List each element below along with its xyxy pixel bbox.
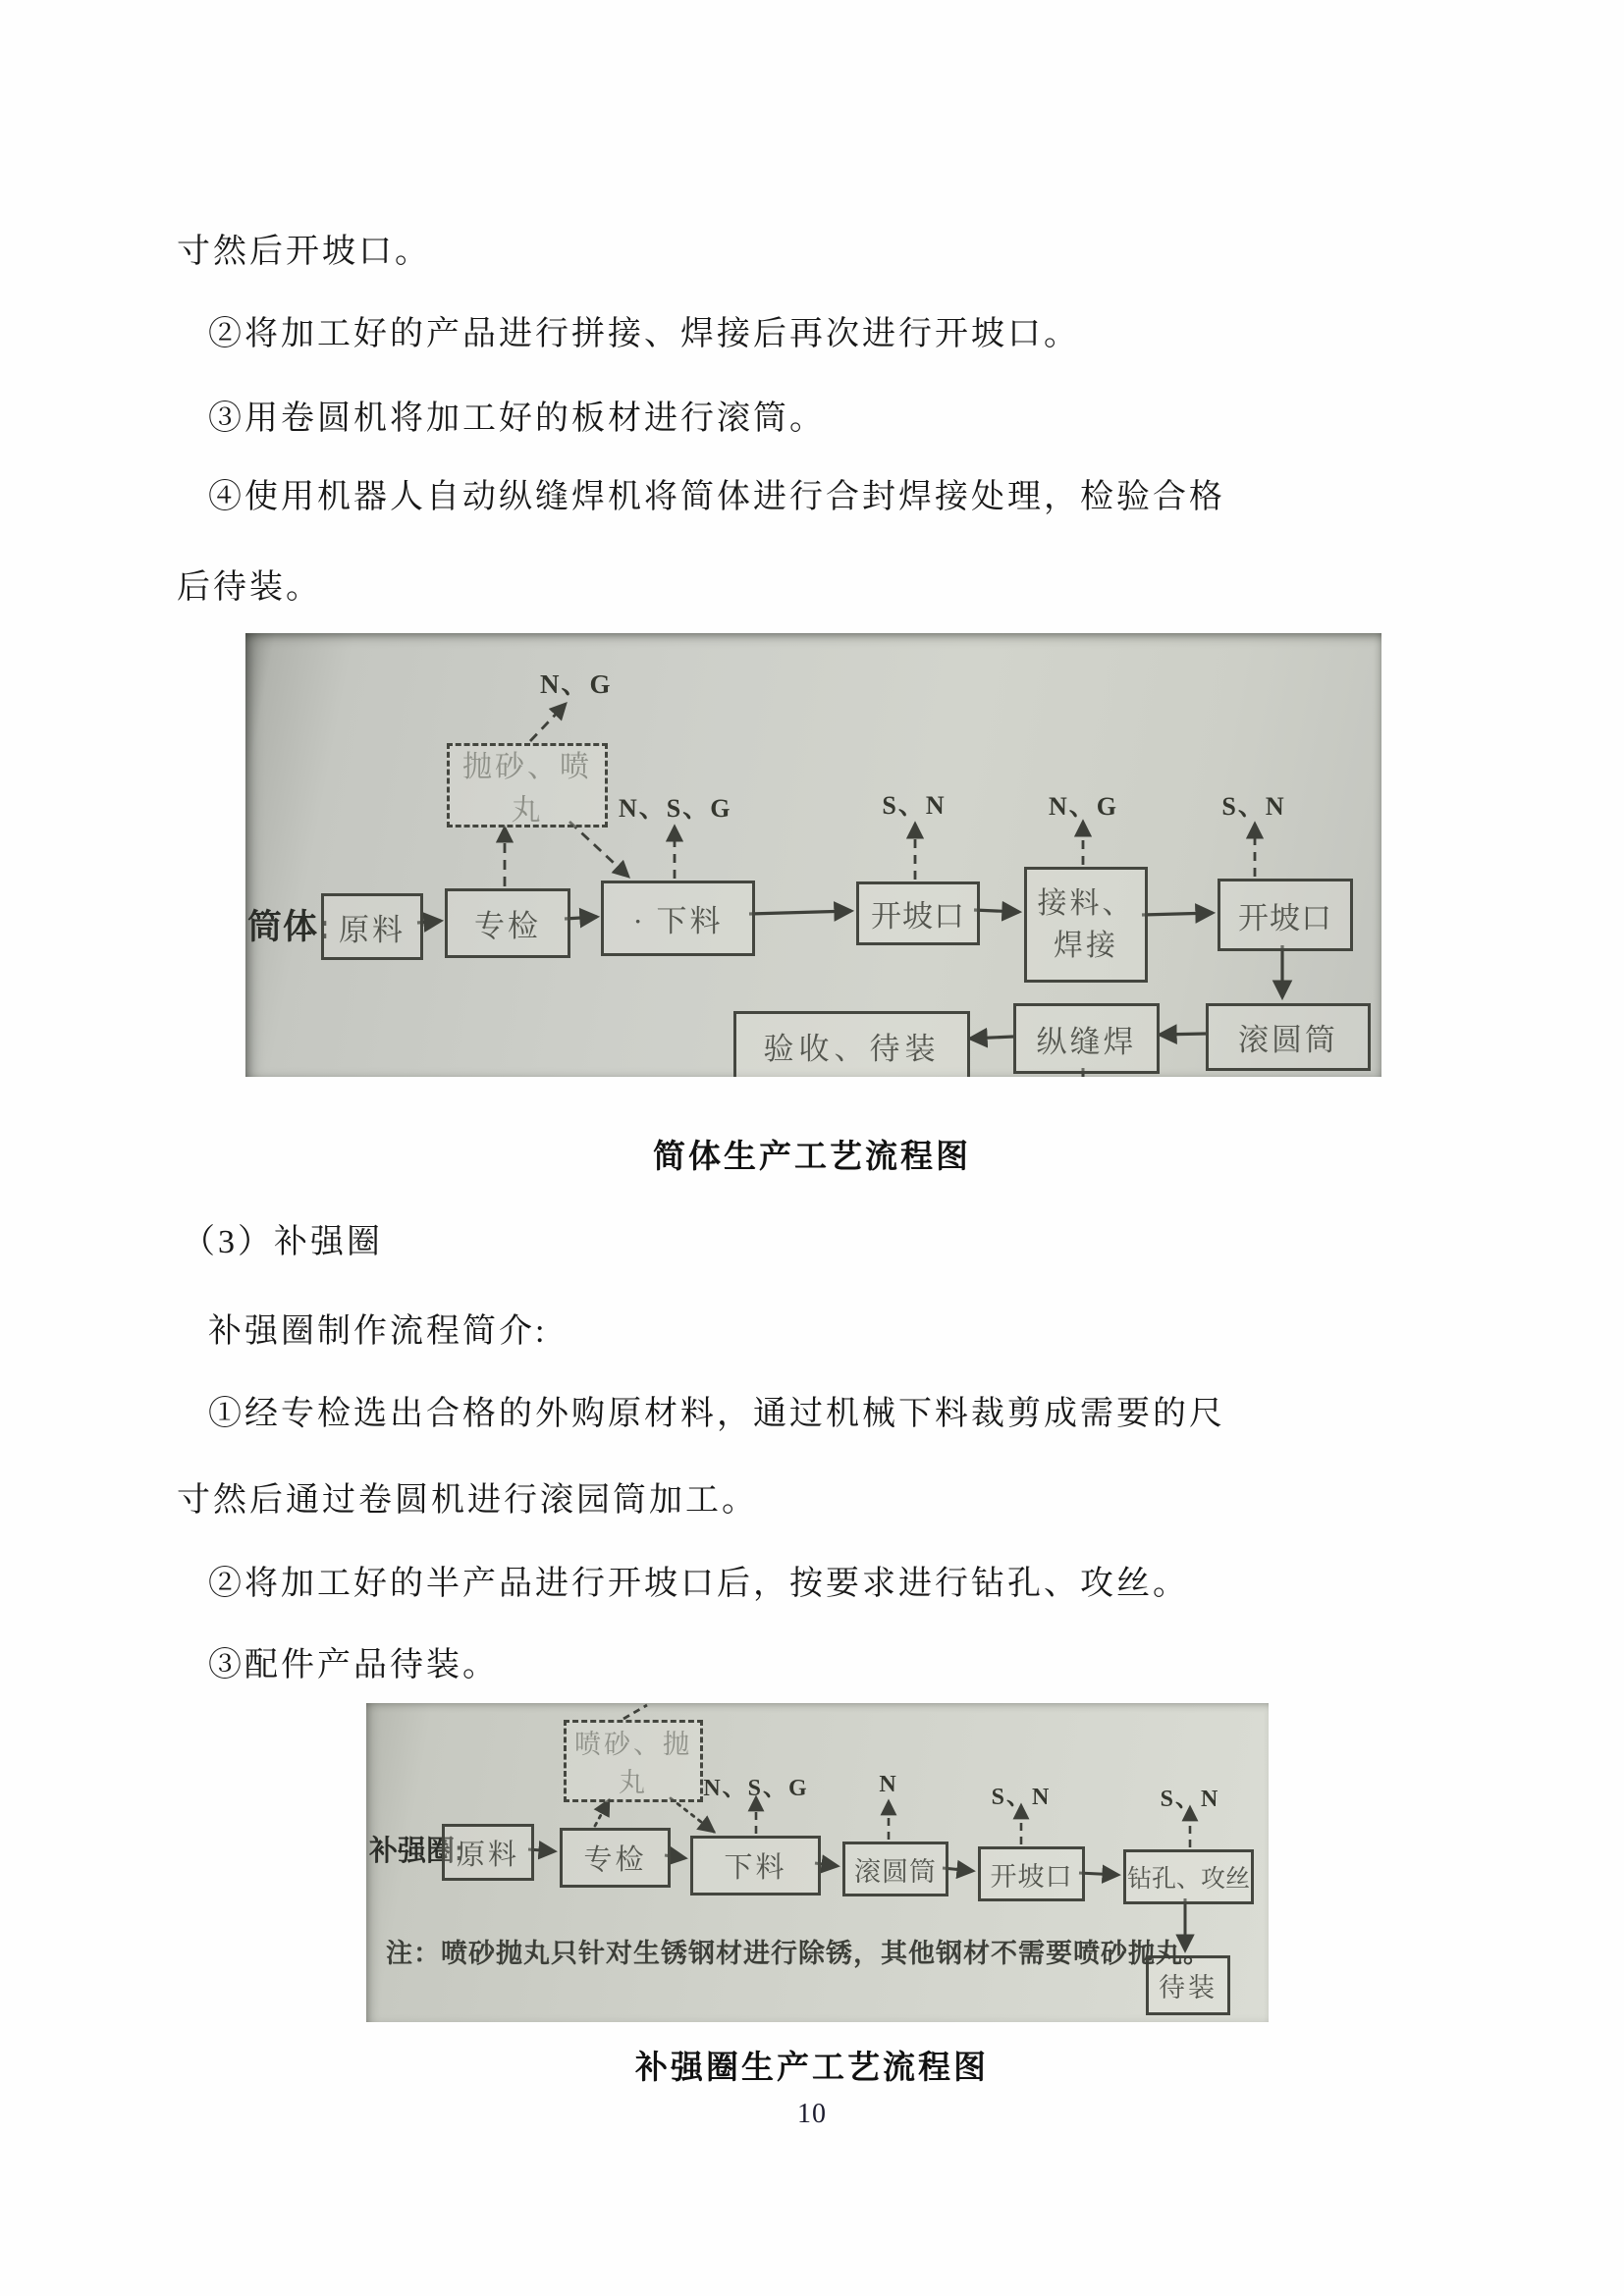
flow2-box-cutting: 下料 bbox=[690, 1836, 821, 1896]
flowchart-photo-ring bbox=[366, 1703, 1269, 2022]
paragraph-line: 寸然后开坡口。 bbox=[177, 234, 431, 270]
flow1-box-rolling: 滚圆筒 bbox=[1206, 1003, 1371, 1071]
flow2-label-sn-1: S、N bbox=[991, 1785, 1052, 1810]
figure-caption-cylinder: 简体生产工艺流程图 bbox=[653, 1138, 971, 1174]
flow1-box-cutting: · 下料 bbox=[601, 881, 755, 956]
paragraph-line: 寸然后通过卷圆机进行滚园筒加工。 bbox=[177, 1482, 758, 1519]
flow1-label-ng-2: N、G bbox=[1049, 792, 1119, 821]
flow1-box-acceptance: 验收、待装 bbox=[733, 1011, 970, 1077]
flow2-box-rolling: 滚圆筒 bbox=[842, 1842, 948, 1896]
flow1-box-raw-material: 原料 bbox=[321, 893, 423, 960]
flow1-box-splicing-welding bbox=[1024, 867, 1148, 983]
flow1-box-splicing-line2: 焊接 bbox=[1054, 930, 1118, 962]
paragraph-line: 后待装。 bbox=[177, 569, 322, 606]
flow1-label-sn-2: S、N bbox=[1221, 792, 1286, 821]
flow1-box-beveling-2: 开坡口 bbox=[1218, 879, 1353, 951]
flow1-label-nsg: N、S、G bbox=[619, 794, 732, 823]
flow2-label-n: N bbox=[879, 1772, 898, 1797]
paragraph-line: ①经专检选出合格的外购原材料，通过机械下料裁剪成需要的尺 bbox=[208, 1396, 1225, 1432]
flow1-box-beveling-1: 开坡口 bbox=[856, 881, 980, 945]
flow1-label-ng-top: N、G bbox=[540, 669, 613, 699]
flow2-label-nsg: N、S、G bbox=[703, 1776, 809, 1801]
flow2-box-drilling-tapping: 钻孔、攻丝 bbox=[1123, 1849, 1254, 1904]
flow1-box-seam-welding: 纵缝焊 bbox=[1013, 1003, 1160, 1074]
section-heading: （3）补强圈 bbox=[182, 1224, 383, 1260]
flow2-box-beveling: 开坡口 bbox=[978, 1846, 1085, 1901]
paragraph-line: ③用卷圆机将加工好的板材进行滚筒。 bbox=[208, 400, 826, 437]
flow1-row-label: 筒体: bbox=[247, 908, 331, 946]
flow2-row-label: 补强圈: bbox=[369, 1836, 464, 1867]
flow1-label-sn-1: S、N bbox=[882, 791, 947, 820]
flow2-box-raw-material: 原料 bbox=[442, 1824, 534, 1881]
flow2-note: 注：喷砂抛丸只针对生锈钢材进行除锈，其他钢材不需要喷砂抛丸。 bbox=[386, 1939, 1211, 1968]
flow2-box-ready-to-assemble: 待装 bbox=[1146, 1955, 1230, 2015]
paragraph-line: ③配件产品待装。 bbox=[208, 1647, 499, 1683]
flow1-box-inspection: 专检 bbox=[445, 888, 570, 958]
paragraph-line: ②将加工好的半产品进行开坡口后，按要求进行钻孔、攻丝。 bbox=[208, 1566, 1189, 1602]
figure-caption-ring: 补强圈生产工艺流程图 bbox=[635, 2049, 989, 2085]
flowchart-photo-cylinder bbox=[245, 633, 1381, 1077]
flow2-label-sn-2: S、N bbox=[1160, 1787, 1220, 1812]
flow1-box-blasting: 抛砂、喷丸 bbox=[447, 743, 608, 828]
flow1-box-splicing-line1: 接料、 bbox=[1037, 886, 1135, 920]
flow2-box-inspection: 专检 bbox=[560, 1828, 671, 1888]
flow2-box-blasting: 喷砂、抛丸 bbox=[564, 1720, 703, 1802]
paragraph-line: ②将加工好的产品进行拼接、焊接后再次进行开坡口。 bbox=[208, 316, 1080, 352]
paragraph-line: ④使用机器人自动纵缝焊机将简体进行合封焊接处理，检验合格 bbox=[208, 479, 1225, 515]
page-number: 10 bbox=[797, 2099, 827, 2129]
paragraph-line: 补强圈制作流程简介: bbox=[208, 1313, 548, 1350]
